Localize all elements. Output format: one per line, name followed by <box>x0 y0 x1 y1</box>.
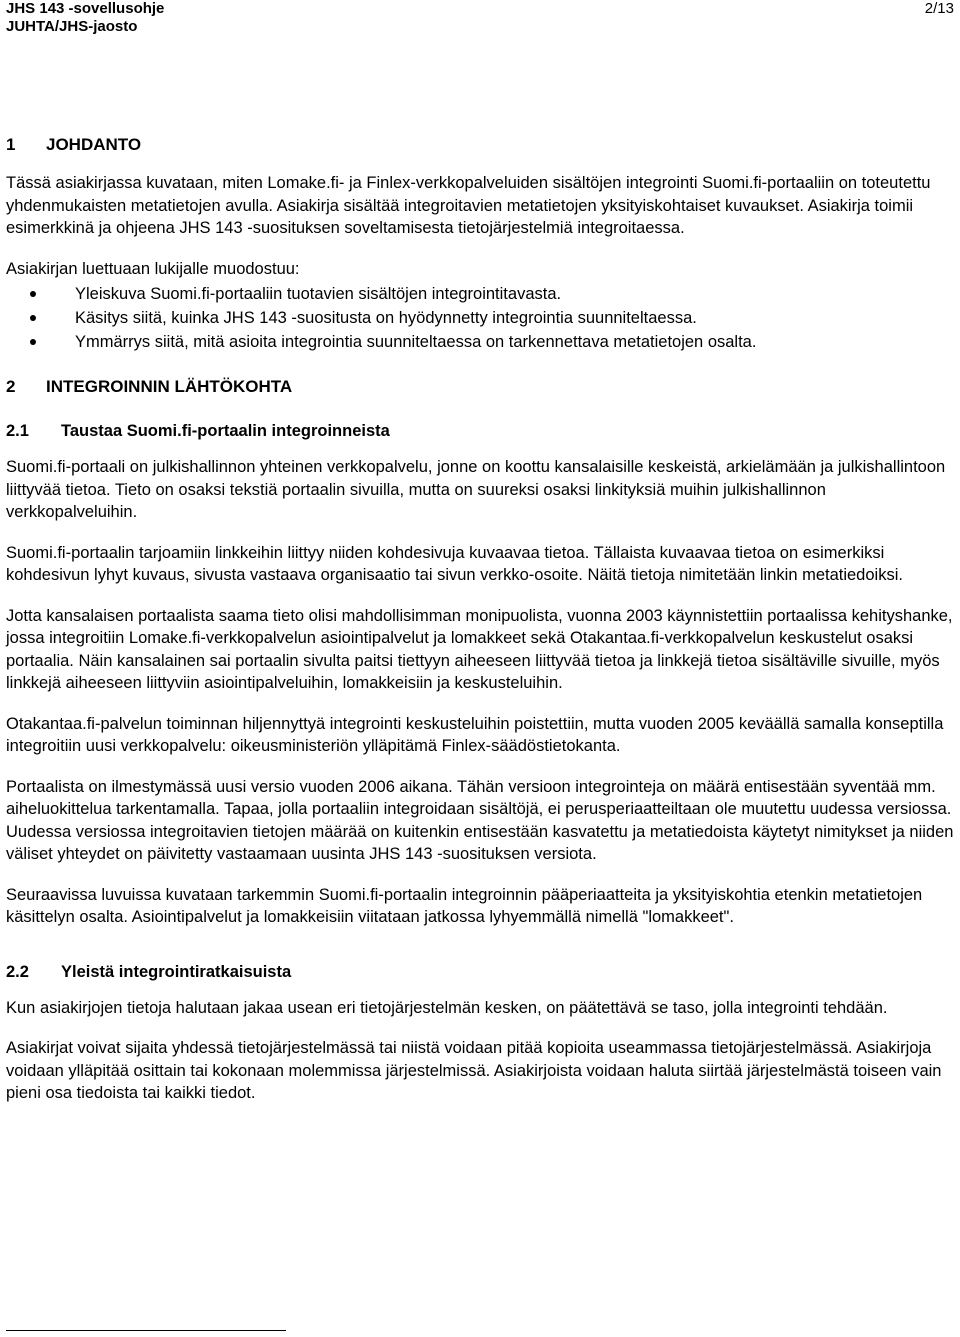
bullet-icon <box>30 339 36 345</box>
paragraph: Jotta kansalaisen portaalista saama tieto olisi mahdollisimman monipuolista, vuonna 2003 käynnistettiin portaalissa kehityshanke, jossa integroitiin Lomake.fi-verkkopalvelun asiointipalvelut ja lomakkeet sekä Otakantaa.fi-verkkopalvelun keskustelut osaksi portaalia. Näin kansalainen sai portaalin sivulta paitsi tiettyyn aiheeseen liittyvää tietoa ja linkkejä tietoa sisältäville sivuille, myös linkkejä aiheeseen liittyviin asiointipalveluihin, lomakkeisiin ja keskusteluihin. <box>6 606 953 692</box>
paragraph: Tässä asiakirjassa kuvataan, miten Lomake.fi- ja Finlex-verkkopalveluiden sisältöjen integrointi Suomi.fi-portaaliin on toteutettu yhdenmukaisten metatietojen avulla. Asiakirja sisältää integroitavien metatietojen yksityiskohtaiset kuvaukset. Asiakirja toimii esimerkkinä ja ohjeena JHS 143 -suosituksen soveltamisesta tietojärjestelmiä integroitaessa. <box>6 174 931 237</box>
document-subtitle: JUHTA/JHS-jaosto <box>6 18 138 35</box>
section-title: INTEGROINNIN LÄHTÖKOHTA <box>46 377 293 396</box>
section-number: 2 <box>6 377 16 396</box>
section-title: JOHDANTO <box>46 135 142 154</box>
subsection-title: Taustaa Suomi.fi-portaalin integroinneista <box>61 422 390 440</box>
paragraph: Asiakirjan luettuaan lukijalle muodostuu: <box>6 259 300 278</box>
subsection-heading-2-1 <box>6 420 954 442</box>
section-heading-1 <box>6 134 954 156</box>
paragraph: Seuraavissa luvuissa kuvataan tarkemmin Suomi.fi-portaalin integroinnin pääperiaatteita ja yksityiskohtia etenkin metatietojen käsittelyn osalta. Asiointipalvelut ja lomakkeisiin viitataan jatkossa lyhyemmällä nimellä "lomakkeet". <box>6 885 923 926</box>
list-item <box>6 282 954 306</box>
subsection-title: Yleistä integrointiratkaisuista <box>61 962 292 981</box>
document-title: JHS 143 -sovellusohje <box>6 0 165 17</box>
list-item-text: Yleiskuva Suomi.fi-portaaliin tuotavien sisältöjen integrointitavasta. <box>75 285 562 303</box>
bullet-list <box>6 282 954 354</box>
bullet-icon <box>30 315 36 321</box>
bullet-icon <box>30 291 36 297</box>
list-item <box>6 306 954 330</box>
paragraph: Asiakirjat voivat sijaita yhdessä tietojärjestelmässä tai niistä voidaan pitää kopioita useammassa tietojärjestelmässä. Asiakirjoja voidaan ylläpitää osittain tai kokonaan molemmissa järjestelmissä. Asiakirjoista voidaan haluta siirtää järjestelmästä toiseen vain pieni osa tiedoista tai kaikki tiedot. <box>6 1039 942 1102</box>
subsection-number: 2.1 <box>6 422 29 440</box>
list-item-text: Käsitys siitä, kuinka JHS 143 -suositusta on hyödynnetty integrointia suunniteltaessa. <box>75 309 697 327</box>
subsection-number: 2.2 <box>6 962 29 981</box>
paragraph: Suomi.fi-portaalin tarjoamiin linkkeihin liittyy niiden kohdesivuja kuvaavaa tietoa. Tällaista kuvaavaa tietoa on esimerkiksi kohdesivun lyhyt kuvaus, sivusta vastaava organisaatio tai sivun verkko-osoite. Näitä tietoja nimitetään linkin metatiedoiksi. <box>6 543 903 584</box>
page-header <box>6 0 954 40</box>
paragraph: Kun asiakirjojen tietoja halutaan jakaa usean eri tietojärjestelmän kesken, on päätettävä se taso, jolla integrointi tehdään. <box>6 998 888 1017</box>
paragraph: Portaalista on ilmestymässä uusi versio vuoden 2006 aikana. Tähän versioon integrointeja on määrä entisestään syventää mm. aiheluokittelua tarkentamalla. Tapaa, jolla portaaliin integroidaan sisältöjä, ei perusperiaatteiltaan ole muutettu uudessa versiossa. Uudessa versiossa integroitavien tietojen määrää on kuitenkin entisestään kasvatettu ja metatiedoista käytetyt nimitykset ja niiden väliset yhteydet on päivitetty vastaamaan uusinta JHS 143 -suosituksen versiota. <box>6 777 954 863</box>
section-number: 1 <box>6 135 16 154</box>
paragraph: Otakantaa.fi-palvelun toiminnan hiljennyttyä integrointi keskusteluihin poistettiin, mutta vuoden 2005 keväällä samalla konseptilla integroitiin uusi verkkopalvelu: oikeusministeriön ylläpitämä Finlex-säädöstietokanta. <box>6 714 944 755</box>
subsection-heading-2-2 <box>6 961 954 983</box>
page-number: 2/13 <box>924 0 954 17</box>
paragraph: Suomi.fi-portaali on julkishallinnon yhteinen verkkopalvelu, jonne on koottu kansalaisille keskeistä, arkielämään ja julkishallintoon liittyvää tietoa. Tieto on osaksi tekstiä portaalin sivuilla, mutta on suureksi osaksi linkityksiä muihin julkishallinnon verkkopalveluihin. <box>6 458 946 521</box>
list-item-text: Ymmärrys siitä, mitä asioita integrointia suunniteltaessa on tarkennettava metatietojen osalta. <box>75 333 757 351</box>
section-heading-2 <box>6 376 954 398</box>
document-body <box>6 134 954 1123</box>
list-item <box>6 330 954 354</box>
footer-divider <box>6 1330 286 1331</box>
